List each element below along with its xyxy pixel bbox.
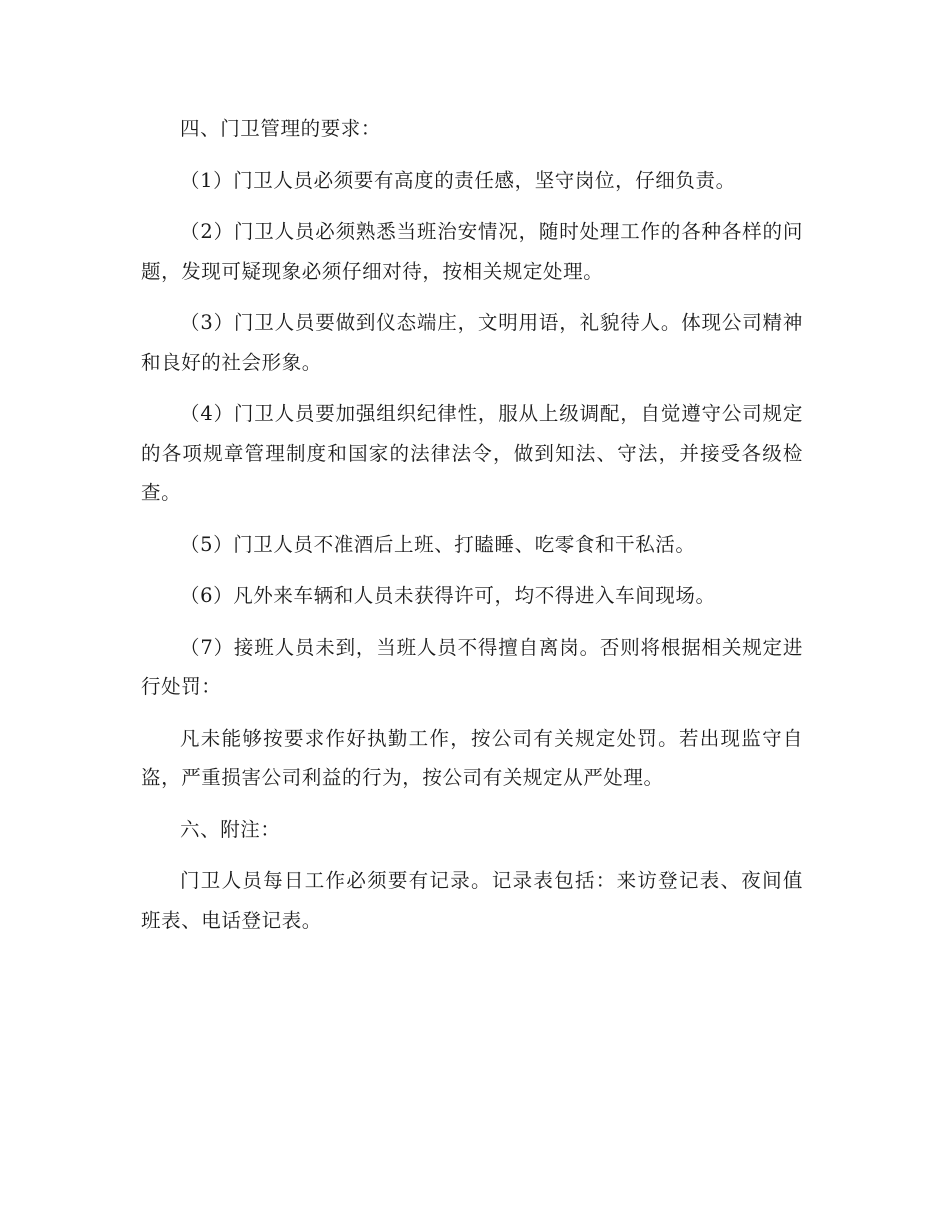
requirement-item-5: （5）门卫人员不准酒后上班、打瞌睡、吃零食和干私活。 [180,532,696,556]
penalty-paragraph: 凡未能够按要求作好执勤工作，按公司有关规定处罚。若出现监守自盗，严重损害公司利益的行为，按公司有关规定从严处理。 [141,726,803,789]
document-body [141,109,803,940]
requirement-item-1: （1）门卫人员必须要有高度的责任感，坚守岗位，仔细负责。 [180,168,736,192]
requirement-item-3: （3）门卫人员要做到仪态端庄，文明用语，礼貌待人。体现公司精神和良好的社会形象。 [141,311,803,374]
requirement-item-4: （4）门卫人员要加强组织纪律性，服从上级调配，自觉遵守公司规定的各项规章管理制度和国家的法律法令，做到知法、守法，并接受各级检查。 [141,402,803,504]
requirement-item-2: （2）门卫人员必须熟悉当班治安情况，随时处理工作的各种各样的问题，发现可疑现象必须仔细对待，按相关规定处理。 [141,220,803,283]
section-heading-notes: 六、附注： [180,817,281,841]
requirement-item-7: （7）接班人员未到，当班人员不得擅自离岗。否则将根据相关规定进行处罚： [141,635,803,698]
section-heading-requirements: 四、门卫管理的要求： [180,117,382,140]
requirement-item-6: （6）凡外来车辆和人员未获得许可，均不得进入车间现场。 [180,584,716,607]
notes-paragraph: 门卫人员每日工作必须要有记录。记录表包括：来访登记表、夜间值班表、电话登记表。 [141,869,803,932]
